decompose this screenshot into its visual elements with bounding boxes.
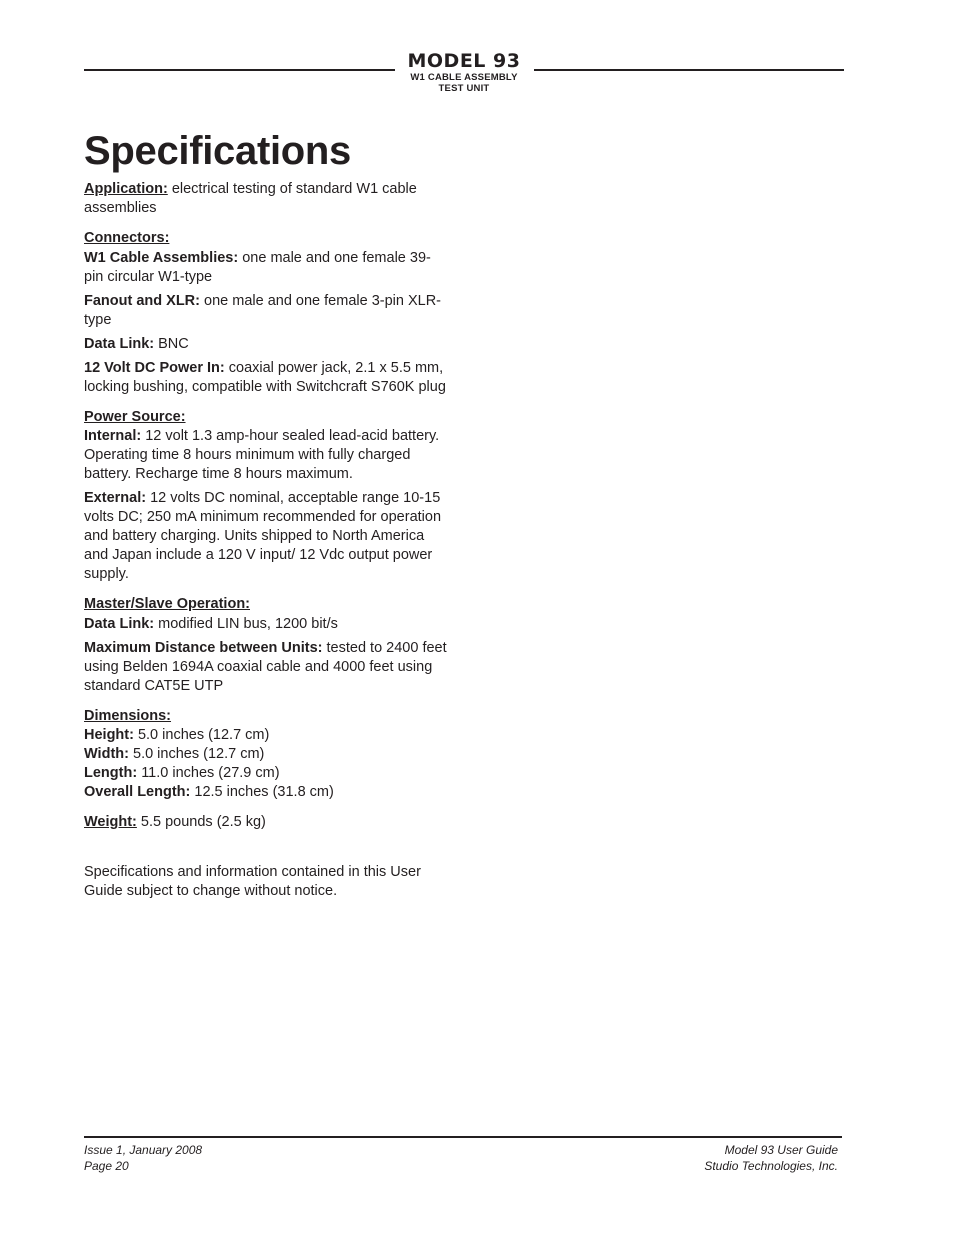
overall-length-spec xyxy=(84,783,450,802)
model-title: MODEL 93 xyxy=(407,50,521,72)
spec-value: coaxial power jack, 2.1 x 5.5 mm, locking bushing, compatible with Switchcraft S760K plug xyxy=(84,360,446,395)
section-heading-weight: Weight: xyxy=(84,814,137,830)
spec-label: Length: xyxy=(84,765,138,781)
issue-date: Issue 1, January 2008 xyxy=(84,1143,203,1157)
spec-label: Fanout and XLR: xyxy=(84,293,200,309)
spec-label: Data Link: xyxy=(84,336,155,352)
internal-power-spec xyxy=(84,427,450,484)
spec-value: electrical testing of standard W1 cable assemblies xyxy=(84,181,417,216)
section-heading-master-slave xyxy=(84,595,450,614)
section-heading-label: Connectors: xyxy=(84,230,170,246)
header-rule-left xyxy=(84,69,395,71)
w1-cable-spec xyxy=(84,249,450,287)
spec-value: one male and one female 39-pin circular W1-type xyxy=(84,250,431,285)
page-number: Page 20 xyxy=(84,1158,129,1173)
spec-value: one male and one female 3-pin XLR-type xyxy=(84,293,442,328)
header-rule-right xyxy=(534,69,844,71)
spec-value: 12.5 inches (31.8 cm) xyxy=(194,784,334,800)
max-distance-spec xyxy=(84,639,450,696)
spec-value: 11.0 inches (27.9 cm) xyxy=(141,765,280,781)
spec-value: 12 volt 1.3 amp-hour sealed lead-acid battery. Operating time 8 hours minimum with fully charged battery. Recharge time 8 hours maximum. xyxy=(84,428,440,482)
page-title: Specifications xyxy=(84,129,351,173)
guide-title: Model 93 User Guide xyxy=(724,1143,838,1157)
dc-power-in-spec xyxy=(84,359,450,397)
section-heading-power-source xyxy=(84,408,450,427)
footer-left xyxy=(84,1143,202,1174)
spec-value: 5.0 inches (12.7 cm) xyxy=(133,746,265,762)
section-heading-connectors xyxy=(84,229,450,248)
specifications-body xyxy=(84,180,450,906)
spec-label: Maximum Distance between Units: xyxy=(84,640,323,656)
change-notice: Specifications and information contained in this User Guide subject to change without notice. xyxy=(84,864,421,899)
section-heading-dimensions xyxy=(84,707,450,726)
spec-value: 12 volts DC nominal, acceptable range 10-15 volts DC; 250 mA minimum recommended for operation and battery charging. Units shipped to North America and Japan include a 120 V input/ 12 Vdc output power supply. xyxy=(84,490,442,582)
spec-label: Data Link: xyxy=(84,616,155,632)
section-heading-application: Application: xyxy=(84,181,168,197)
data-link-connector-spec xyxy=(84,335,450,354)
fanout-xlr-spec xyxy=(84,292,450,330)
footer-right xyxy=(704,1143,838,1174)
spec-label: W1 Cable Assemblies: xyxy=(84,250,239,266)
model-subtitle-line1: W1 CABLE ASSEMBLY xyxy=(410,72,518,83)
section-heading-label: Master/Slave Operation: xyxy=(84,596,250,612)
application-spec xyxy=(84,180,450,218)
company-name: Studio Technologies, Inc. xyxy=(704,1158,838,1173)
weight-spec xyxy=(84,813,450,832)
header-badge xyxy=(398,50,530,94)
spec-label: Internal: xyxy=(84,428,142,444)
spec-value: 5.0 inches (12.7 cm) xyxy=(137,727,270,743)
spec-label: Width: xyxy=(84,746,129,762)
spec-label: 12 Volt DC Power In: xyxy=(84,360,225,376)
spec-label: Height: xyxy=(84,727,134,743)
footer-rule xyxy=(84,1136,842,1138)
data-link-protocol-spec xyxy=(84,615,450,634)
spec-value: tested to 2400 feet using Belden 1694A coaxial cable and 4000 feet using standard CAT5E UTP xyxy=(84,640,447,694)
spec-label: Overall Length: xyxy=(84,784,191,800)
width-spec xyxy=(84,745,450,764)
spec-value: modified LIN bus, 1200 bit/s xyxy=(158,616,338,632)
model-subtitle-line2: TEST UNIT xyxy=(438,83,490,94)
length-spec xyxy=(84,764,450,783)
spec-label: External: xyxy=(84,490,147,506)
spec-value: BNC xyxy=(158,336,189,352)
section-heading-label: Power Source: xyxy=(84,409,186,425)
external-power-spec xyxy=(84,489,450,584)
section-heading-label: Dimensions: xyxy=(84,708,172,724)
height-spec xyxy=(84,726,450,745)
spec-value: 5.5 pounds (2.5 kg) xyxy=(140,814,266,830)
